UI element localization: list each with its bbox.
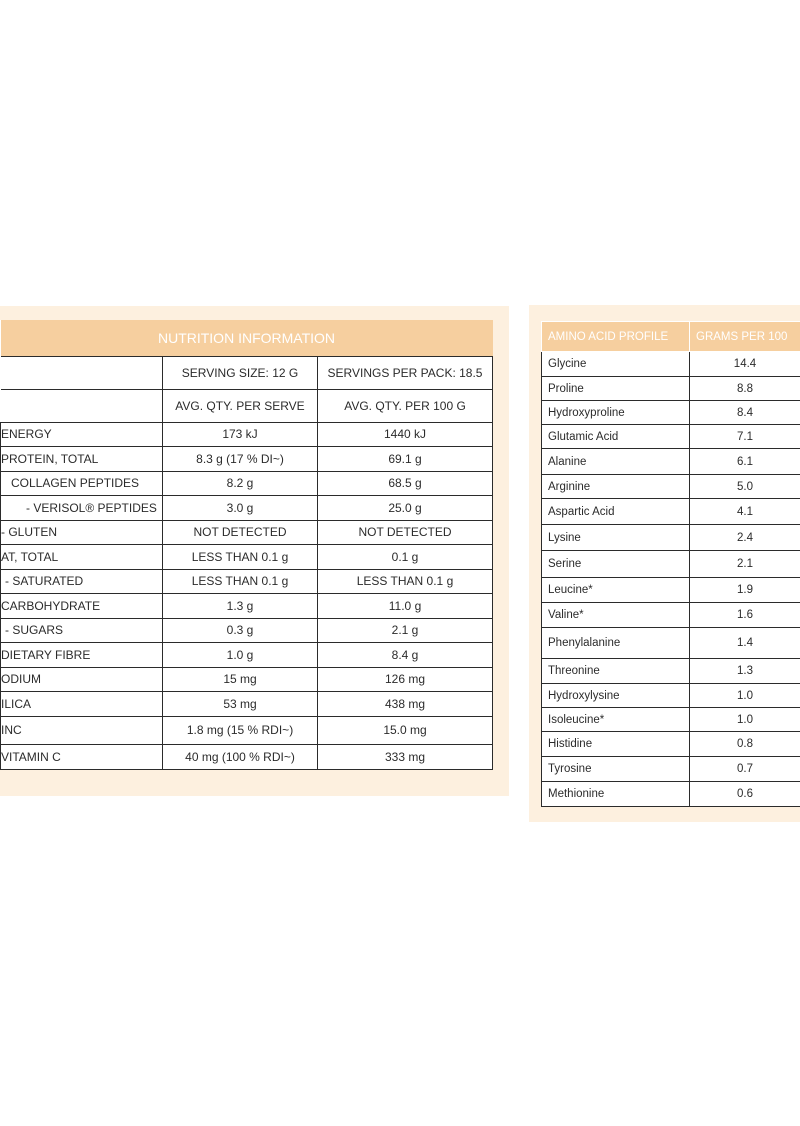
per-serve-value: 8.3 g (17 % DI~): [163, 447, 318, 472]
nutrition-table: [0, 320, 493, 770]
nutrition-row-energy: [1, 422, 493, 447]
nutrition-row-fat: [1, 545, 493, 570]
per-serve-value: 15 mg: [163, 667, 318, 692]
per-100g-value: 68.5 g: [318, 471, 493, 496]
acid-grams: 1.9: [690, 578, 800, 603]
per-serve-value: 8.2 g: [163, 471, 318, 496]
nutrition-row-silica: [1, 692, 493, 717]
nutrition-row-verisol: [1, 496, 493, 521]
per-100g-value: 8.4 g: [318, 643, 493, 668]
acid-name: Aspartic Acid: [542, 499, 690, 525]
acid-name: Hydroxyproline: [542, 401, 690, 425]
amino-row: [542, 449, 800, 475]
nutrient-label: ODIUM: [1, 667, 163, 692]
amino-row: [542, 708, 800, 732]
acid-name: Hydroxylysine: [542, 684, 690, 708]
nutrient-label: CARBOHYDRATE: [1, 594, 163, 619]
acid-name: Arginine: [542, 475, 690, 499]
amino-row: [542, 757, 800, 782]
nutrition-title: NUTRITION INFORMATION: [1, 320, 493, 356]
nutrition-row-sugars: [1, 618, 493, 643]
per-serve-value: LESS THAN 0.1 g: [163, 545, 318, 570]
column-header-per-100g: AVG. QTY. PER 100 G: [318, 389, 493, 422]
acid-grams: 1.6: [690, 603, 800, 628]
nutrient-label: ENERGY: [1, 422, 163, 447]
amino-header-profile: AMINO ACID PROFILE: [542, 322, 690, 352]
nutrient-label: VITAMIN C: [1, 744, 163, 769]
serving-size: SERVING SIZE: 12 G: [163, 356, 318, 389]
per-100g-value: 126 mg: [318, 667, 493, 692]
acid-grams: 7.1: [690, 425, 800, 449]
nutrient-label: PROTEIN, TOTAL: [1, 447, 163, 472]
per-serve-value: LESS THAN 0.1 g: [163, 569, 318, 594]
per-100g-value: 25.0 g: [318, 496, 493, 521]
amino-row: [542, 377, 800, 401]
per-serve-value: 3.0 g: [163, 496, 318, 521]
amino-row: [542, 578, 800, 603]
amino-row: [542, 659, 800, 684]
amino-acid-panel: [529, 305, 800, 822]
amino-header-grams: GRAMS PER 100: [690, 322, 800, 352]
per-100g-value: 438 mg: [318, 692, 493, 717]
nutrition-row-vitamin-c: [1, 744, 493, 769]
acid-grams: 1.3: [690, 659, 800, 684]
acid-name: Tyrosine: [542, 757, 690, 782]
acid-grams: 1.0: [690, 684, 800, 708]
acid-grams: 4.1: [690, 499, 800, 525]
nutrition-row-carbohydrate: [1, 594, 493, 619]
nutrient-label: - VERISOL® PEPTIDES: [1, 496, 163, 521]
amino-row: [542, 352, 800, 377]
per-serve-value: NOT DETECTED: [163, 520, 318, 545]
nutrition-panel: [0, 306, 509, 796]
nutrition-row-zinc: [1, 716, 493, 744]
per-serve-value: 1.8 mg (15 % RDI~): [163, 716, 318, 744]
acid-grams: 0.6: [690, 782, 800, 807]
acid-name: Lysine: [542, 525, 690, 551]
nutrient-label: - SUGARS: [1, 618, 163, 643]
acid-grams: 0.8: [690, 732, 800, 757]
amino-row: [542, 628, 800, 659]
column-header-per-serve: AVG. QTY. PER SERVE: [163, 389, 318, 422]
nutrition-row-saturated: [1, 569, 493, 594]
acid-grams: 0.7: [690, 757, 800, 782]
amino-row: [542, 425, 800, 449]
acid-name: Histidine: [542, 732, 690, 757]
header-blank-cell: [1, 389, 163, 422]
acid-name: Proline: [542, 377, 690, 401]
header-blank-cell: [1, 356, 163, 389]
per-100g-value: LESS THAN 0.1 g: [318, 569, 493, 594]
acid-name: Threonine: [542, 659, 690, 684]
per-100g-value: 0.1 g: [318, 545, 493, 570]
per-100g-value: 2.1 g: [318, 618, 493, 643]
acid-grams: 8.4: [690, 401, 800, 425]
acid-name: Leucine*: [542, 578, 690, 603]
nutrient-label: - GLUTEN: [1, 520, 163, 545]
acid-name: Glycine: [542, 352, 690, 377]
acid-name: Serine: [542, 551, 690, 578]
per-100g-value: 69.1 g: [318, 447, 493, 472]
acid-name: Glutamic Acid: [542, 425, 690, 449]
per-100g-value: 333 mg: [318, 744, 493, 769]
acid-grams: 2.1: [690, 551, 800, 578]
nutrient-label: INC: [1, 716, 163, 744]
nutrient-label: ILICA: [1, 692, 163, 717]
per-100g-value: NOT DETECTED: [318, 520, 493, 545]
nutrition-row-fibre: [1, 643, 493, 668]
amino-row: [542, 603, 800, 628]
acid-name: Alanine: [542, 449, 690, 475]
per-serve-value: 40 mg (100 % RDI~): [163, 744, 318, 769]
amino-row: [542, 551, 800, 578]
amino-row: [542, 732, 800, 757]
amino-row: [542, 684, 800, 708]
nutrition-row-protein: [1, 447, 493, 472]
servings-per-pack: SERVINGS PER PACK: 18.5: [318, 356, 493, 389]
nutrient-label: DIETARY FIBRE: [1, 643, 163, 668]
acid-grams: 2.4: [690, 525, 800, 551]
amino-row: [542, 525, 800, 551]
amino-row: [542, 401, 800, 425]
amino-row: [542, 499, 800, 525]
nutrient-label: - SATURATED: [1, 569, 163, 594]
acid-grams: 1.0: [690, 708, 800, 732]
nutrition-row-gluten: [1, 520, 493, 545]
per-serve-value: 173 kJ: [163, 422, 318, 447]
nutrient-label: AT, TOTAL: [1, 545, 163, 570]
per-serve-value: 53 mg: [163, 692, 318, 717]
acid-grams: 1.4: [690, 628, 800, 659]
acid-grams: 6.1: [690, 449, 800, 475]
per-100g-value: 11.0 g: [318, 594, 493, 619]
acid-name: Phenylalanine: [542, 628, 690, 659]
per-serve-value: 1.3 g: [163, 594, 318, 619]
nutrition-row-sodium: [1, 667, 493, 692]
amino-acid-table: [541, 321, 800, 807]
amino-row: [542, 475, 800, 499]
acid-grams: 8.8: [690, 377, 800, 401]
acid-name: Isoleucine*: [542, 708, 690, 732]
per-100g-value: 1440 kJ: [318, 422, 493, 447]
acid-name: Methionine: [542, 782, 690, 807]
acid-grams: 14.4: [690, 352, 800, 377]
nutrition-row-collagen: [1, 471, 493, 496]
nutrient-label: COLLAGEN PEPTIDES: [1, 471, 163, 496]
per-serve-value: 1.0 g: [163, 643, 318, 668]
per-100g-value: 15.0 mg: [318, 716, 493, 744]
per-serve-value: 0.3 g: [163, 618, 318, 643]
acid-name: Valine*: [542, 603, 690, 628]
acid-grams: 5.0: [690, 475, 800, 499]
amino-row: [542, 782, 800, 807]
